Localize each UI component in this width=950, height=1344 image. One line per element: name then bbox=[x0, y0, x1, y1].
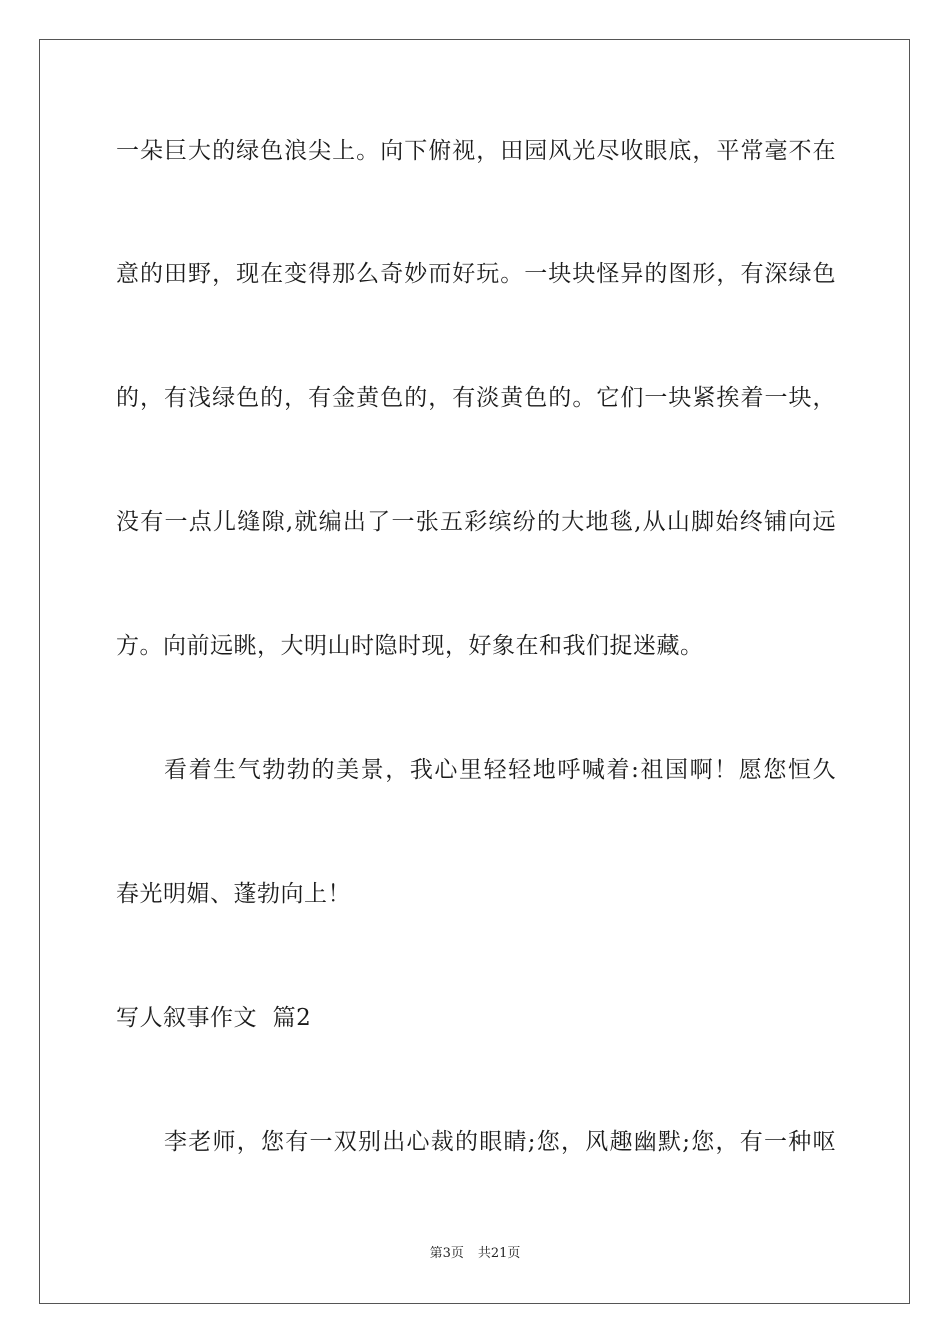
paragraph-line-7: 春光明媚、蓬勃向上！ bbox=[116, 881, 351, 907]
page-number: 第3页 bbox=[429, 1246, 464, 1261]
page-footer bbox=[0, 1245, 950, 1263]
paragraph-line-5: 方。向前远眺，大明山时隐时现，好象在和我们捉迷藏。 bbox=[116, 633, 704, 659]
paragraph-line-6: 看着生气勃勃的美景，我心里轻轻地呼喊着:祖国啊！愿您恒久 bbox=[164, 757, 836, 783]
page-border bbox=[39, 39, 910, 1304]
section-heading: 写人叙事作文 篇2 bbox=[116, 1005, 312, 1031]
paragraph-line-9: 李老师，您有一双别出心裁的眼睛;您，风趣幽默;您，有一种呕 bbox=[164, 1129, 836, 1155]
paragraph-line-3: 的，有浅绿色的，有金黄色的，有淡黄色的。它们一块紧挨着一块， bbox=[116, 385, 836, 411]
page-total: 共21页 bbox=[477, 1246, 521, 1261]
paragraph-line-2: 意的田野，现在变得那么奇妙而好玩。一块块怪异的图形，有深绿色 bbox=[116, 261, 836, 287]
paragraph-line-4: 没有一点儿缝隙,就编出了一张五彩缤纷的大地毯,从山脚始终铺向远 bbox=[116, 509, 836, 535]
paragraph-line-1: 一朵巨大的绿色浪尖上。向下俯视，田园风光尽收眼底，平常毫不在 bbox=[116, 138, 836, 164]
